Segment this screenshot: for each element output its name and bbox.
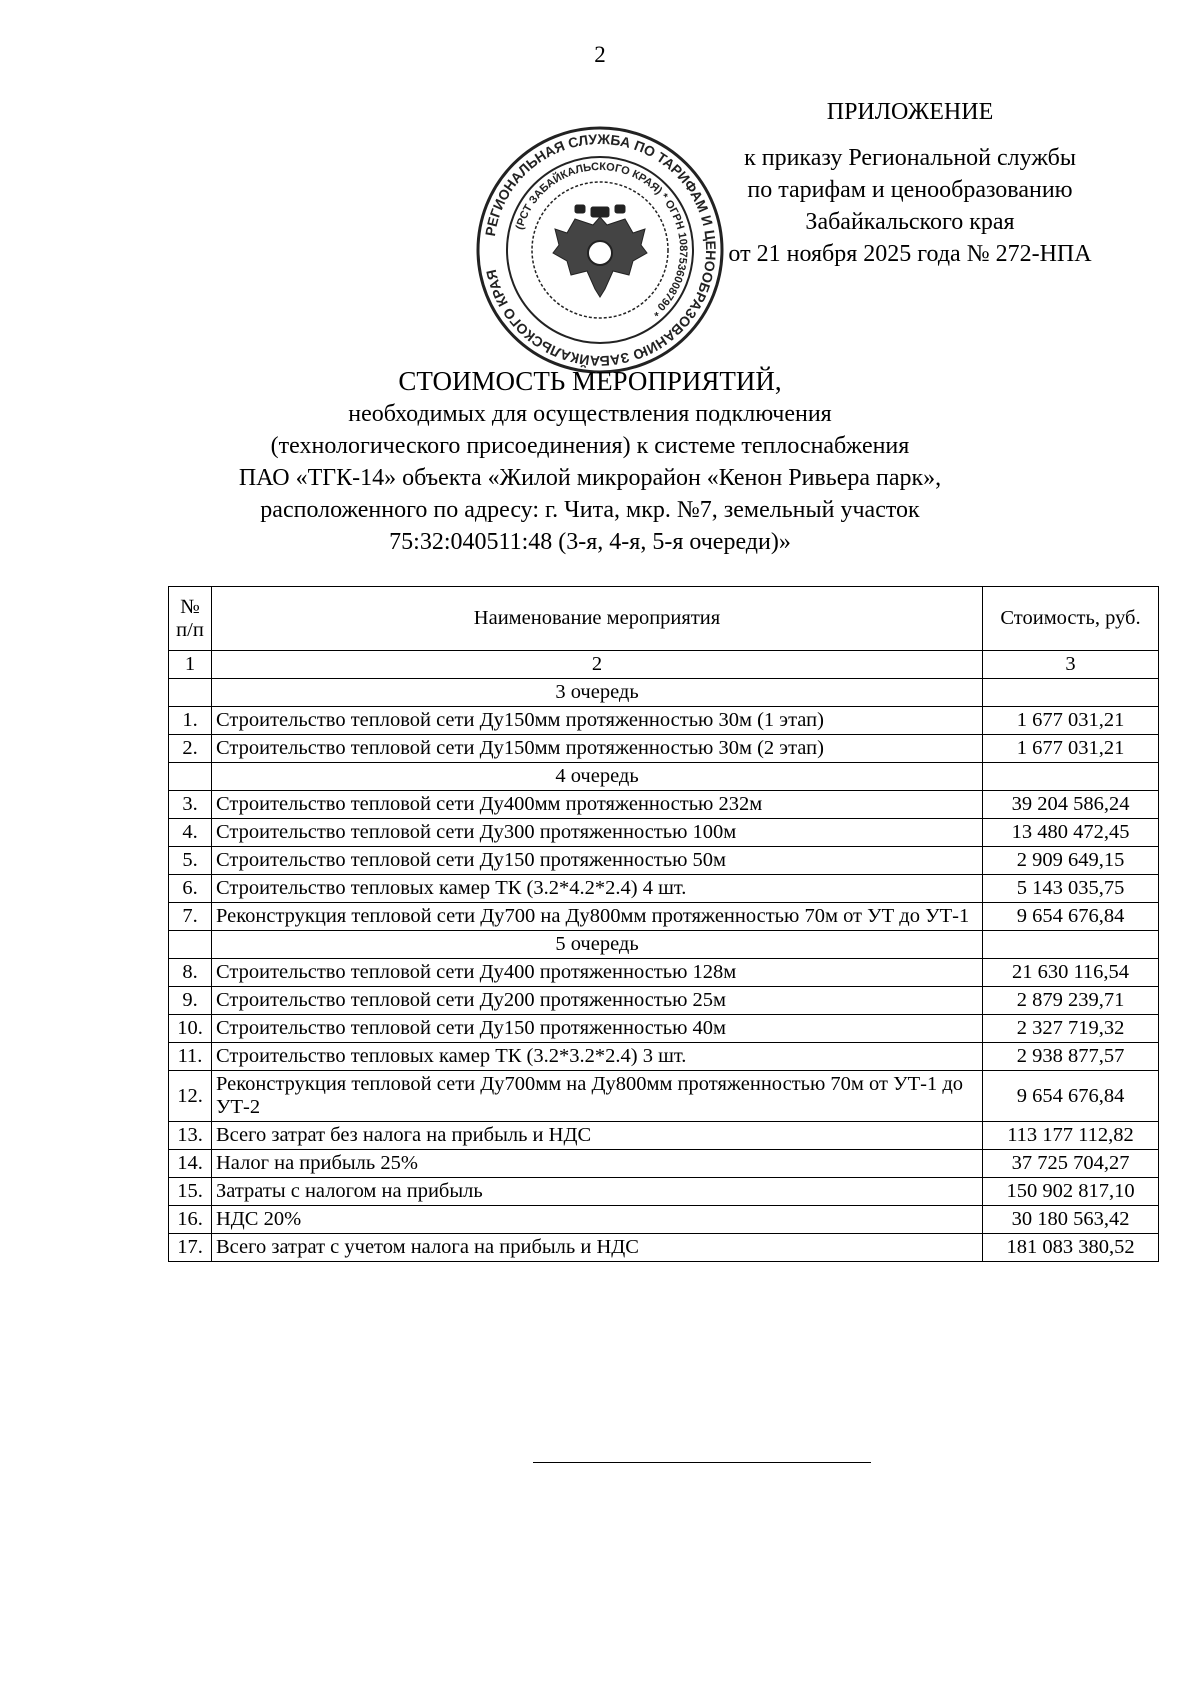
appendix-block xyxy=(700,96,1120,270)
row-number: 3. xyxy=(169,791,212,819)
row-name: Строительство тепловой сети Ду200 протяженностью 25м xyxy=(212,987,983,1015)
closing-line xyxy=(533,1462,871,1463)
table-row xyxy=(169,1015,1159,1043)
appendix-line: к приказу Региональной службы xyxy=(744,145,1076,171)
row-name: НДС 20% xyxy=(212,1206,983,1234)
table-body xyxy=(169,679,1159,1262)
row-number: 17. xyxy=(169,1234,212,1262)
header-cost: Стоимость, руб. xyxy=(983,587,1159,651)
title-line: (технологического присоединения) к системе теплоснабжения xyxy=(270,433,910,459)
row-cost: 13 480 472,45 xyxy=(983,819,1159,847)
column-number-row xyxy=(169,651,1159,679)
row-cost: 9 654 676,84 xyxy=(983,903,1159,931)
row-cost: 2 938 877,57 xyxy=(983,1043,1159,1071)
row-name: Всего затрат с учетом налога на прибыль и НДС xyxy=(212,1234,983,1262)
row-name: Строительство тепловых камер ТК (3.2*4.2*2.4) 4 шт. xyxy=(212,875,983,903)
row-cost: 30 180 563,42 xyxy=(983,1206,1159,1234)
table-row xyxy=(169,875,1159,903)
column-number: 1 xyxy=(169,651,212,679)
seal-inner-text: (РСТ ЗАБАЙКАЛЬСКОГО КРАЯ) * ОГРН 1087536008790 * xyxy=(513,160,690,319)
title-line: ПАО «ТГК-14» объекта «Жилой микрорайон «Кенон Ривьера парк», xyxy=(238,465,942,491)
row-number: 10. xyxy=(169,1015,212,1043)
column-number: 2 xyxy=(212,651,983,679)
row-cost: 39 204 586,24 xyxy=(983,791,1159,819)
cell-empty xyxy=(169,763,212,791)
table-row xyxy=(169,735,1159,763)
row-cost: 2 879 239,71 xyxy=(983,987,1159,1015)
row-cost: 2 327 719,32 xyxy=(983,1015,1159,1043)
table-row xyxy=(169,903,1159,931)
table-row xyxy=(169,791,1159,819)
row-name: Налог на прибыль 25% xyxy=(212,1150,983,1178)
section-label: 4 очередь xyxy=(212,763,983,791)
appendix-line: от 21 ноября 2025 года № 272-НПА xyxy=(728,241,1092,267)
appendix-heading: ПРИЛОЖЕНИЕ xyxy=(826,99,994,125)
header-num: № п/п xyxy=(169,587,212,651)
row-name: Строительство тепловой сети Ду400мм протяженностью 232м xyxy=(212,791,983,819)
row-cost: 113 177 112,82 xyxy=(983,1122,1159,1150)
row-number: 8. xyxy=(169,959,212,987)
row-name: Реконструкция тепловой сети Ду700мм на Ду800мм протяженностью 70м от УТ-1 до УТ-2 xyxy=(212,1071,983,1122)
row-cost: 150 902 817,10 xyxy=(983,1178,1159,1206)
row-name: Строительство тепловых камер ТК (3.2*3.2*2.4) 3 шт. xyxy=(212,1043,983,1071)
row-number: 4. xyxy=(169,819,212,847)
row-name: Строительство тепловой сети Ду300 протяженностью 100м xyxy=(212,819,983,847)
row-number: 7. xyxy=(169,903,212,931)
table-row xyxy=(169,1150,1159,1178)
row-number: 12. xyxy=(169,1071,212,1122)
seal-outer-text: РЕГИОНАЛЬНАЯ СЛУЖБА ПО ТАРИФАМ И ЦЕНООБРАЗОВАНИЮ ЗАБАЙКАЛЬСКОГО КРАЯ xyxy=(481,130,720,370)
table-row xyxy=(169,1178,1159,1206)
row-cost: 9 654 676,84 xyxy=(983,1071,1159,1122)
header-name: Наименование мероприятия xyxy=(212,587,983,651)
row-name: Строительство тепловой сети Ду150 протяженностью 50м xyxy=(212,847,983,875)
section-label: 3 очередь xyxy=(212,679,983,707)
row-number: 1. xyxy=(169,707,212,735)
title-line: необходимых для осуществления подключения xyxy=(348,401,832,427)
row-cost: 181 083 380,52 xyxy=(983,1234,1159,1262)
cell-empty xyxy=(983,763,1159,791)
double-headed-eagle-icon xyxy=(553,205,647,297)
section-row xyxy=(169,679,1159,707)
section-row xyxy=(169,763,1159,791)
table-row xyxy=(169,1234,1159,1262)
row-name: Строительство тепловой сети Ду400 протяженностью 128м xyxy=(212,959,983,987)
row-name: Строительство тепловой сети Ду150 протяженностью 40м xyxy=(212,1015,983,1043)
column-number: 3 xyxy=(983,651,1159,679)
cost-table xyxy=(168,586,1159,1262)
appendix-line: Забайкальского края xyxy=(805,209,1015,235)
section-label: 5 очередь xyxy=(212,931,983,959)
appendix-line: по тарифам и ценообразованию xyxy=(747,177,1073,203)
row-cost: 1 677 031,21 xyxy=(983,707,1159,735)
page-number: 2 xyxy=(594,42,606,67)
row-number: 15. xyxy=(169,1178,212,1206)
table-row xyxy=(169,1071,1159,1122)
table-row xyxy=(169,1043,1159,1071)
table-row xyxy=(169,1122,1159,1150)
row-number: 9. xyxy=(169,987,212,1015)
row-cost: 2 909 649,15 xyxy=(983,847,1159,875)
row-number: 5. xyxy=(169,847,212,875)
row-name: Строительство тепловой сети Ду150мм протяженностью 30м (2 этап) xyxy=(212,735,983,763)
row-number: 2. xyxy=(169,735,212,763)
table-row xyxy=(169,707,1159,735)
cell-empty xyxy=(983,679,1159,707)
row-number: 6. xyxy=(169,875,212,903)
table-row xyxy=(169,1206,1159,1234)
table-header-row xyxy=(169,587,1159,651)
table-row xyxy=(169,959,1159,987)
table-row xyxy=(169,819,1159,847)
row-cost: 1 677 031,21 xyxy=(983,735,1159,763)
row-name: Реконструкция тепловой сети Ду700 на Ду800мм протяженностью 70м от УТ до УТ-1 xyxy=(212,903,983,931)
row-cost: 37 725 704,27 xyxy=(983,1150,1159,1178)
row-cost: 5 143 035,75 xyxy=(983,875,1159,903)
row-number: 13. xyxy=(169,1122,212,1150)
row-number: 11. xyxy=(169,1043,212,1071)
table-row xyxy=(169,847,1159,875)
row-number: 16. xyxy=(169,1206,212,1234)
cell-empty xyxy=(169,931,212,959)
row-name: Затраты с налогом на прибыль xyxy=(212,1178,983,1206)
official-seal xyxy=(475,125,725,375)
row-name: Строительство тепловой сети Ду150мм протяженностью 30м (1 этап) xyxy=(212,707,983,735)
title-line: 75:32:040511:48 (3-я, 4-я, 5-я очереди)» xyxy=(389,529,791,555)
document-title xyxy=(160,364,1020,558)
title-main: СТОИМОСТЬ МЕРОПРИЯТИЙ, xyxy=(398,366,782,396)
row-name: Всего затрат без налога на прибыль и НДС xyxy=(212,1122,983,1150)
row-number: 14. xyxy=(169,1150,212,1178)
section-row xyxy=(169,931,1159,959)
title-line: расположенного по адресу: г. Чита, мкр. №7, земельный участок xyxy=(260,497,920,523)
cell-empty xyxy=(983,931,1159,959)
row-cost: 21 630 116,54 xyxy=(983,959,1159,987)
cell-empty xyxy=(169,679,212,707)
table-row xyxy=(169,987,1159,1015)
